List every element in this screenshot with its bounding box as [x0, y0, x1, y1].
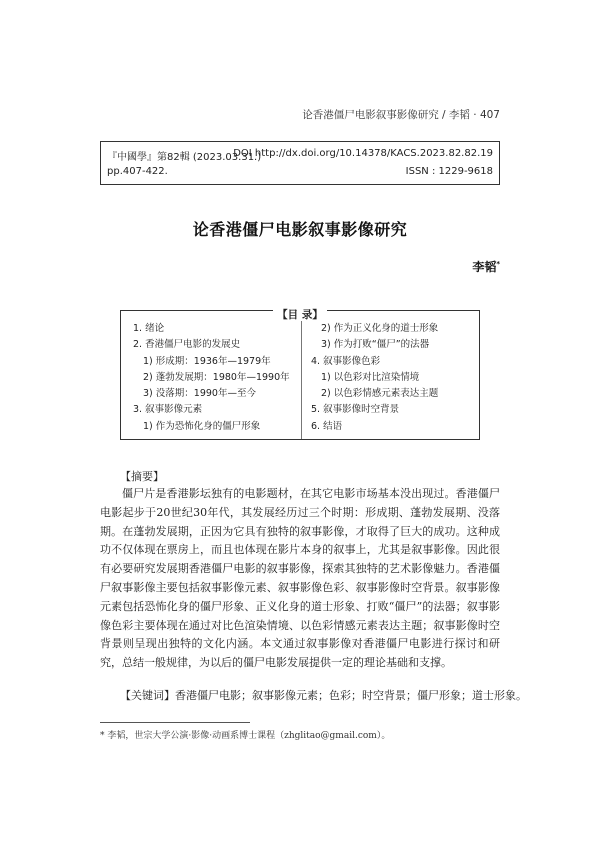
toc-item: 3. 叙事影像元素 [133, 404, 203, 416]
toc-item: 4. 叙事影像色彩 [311, 355, 381, 367]
toc-item: 3) 作为打败“僵尸”的法器 [321, 339, 430, 351]
author-name: 李韬 [472, 260, 497, 274]
author-footnote-mark: * [496, 260, 500, 268]
doi-link[interactable]: DOI http://dx.doi.org/10.14378/KACS.2023.82.82.19 [233, 148, 493, 159]
toc-heading-wrap [121, 303, 479, 322]
abstract-label: 【摘要】 [120, 470, 164, 483]
toc-item: 2. 香港僵尸电影的发展史 [133, 339, 241, 351]
table-of-contents [120, 310, 480, 440]
journal-issue: 『中國學』第82輯 (2023.03.31.) [107, 152, 262, 163]
abstract-text: 僵尸片是香港影坛独有的电影题材，在其它电影市场基本没出现过。香港僵尸电影起步于20世纪30年代，其发展经历过三个时期：形成期、蓬勃发展期、没落期。在蓬勃发展期，正因为它具有独特的叙事影像，才取得了巨大的成功。这种成功不仅体现在票房上，而且也体现在影片本身的叙事上，尤其是叙事影像。因此很有必要研究发展期香港僵尸电影的叙事影像，探索其独特的艺术影像魅力。香港僵尸叙事影像主要包括叙事影像元素、叙事影像色彩、叙事影像时空背景。叙事影像元素包括恐怖化身的僵尸形象、正义化身的道士形象、打败“僵尸”的法器；叙事影像色彩主要体现在通过对比色渲染情境、以色彩情感元素表达主题；叙事影像时空背景则呈现出独特的文化内涵。本文通过叙事影像对香港僵尸电影进行探讨和研究，总结一般规律，为以后的僵尸电影发展提供一定的理论基础和支撑。 [100, 487, 500, 670]
toc-item: 2) 以色彩情感元素表达主题 [321, 388, 439, 400]
toc-item: 1) 作为恐怖化身的僵尸形象 [143, 420, 261, 432]
keywords: 【关键词】香港僵尸电影；叙事影像元素；色彩；时空背景；僵尸形象；道士形象。 [120, 689, 527, 702]
toc-item: 3) 没落期：1990年—至今 [143, 388, 256, 400]
page-range: pp.407-422. [107, 166, 168, 177]
toc-right-column [311, 321, 438, 435]
toc-item: 1) 以色彩对比渲染情境 [321, 371, 420, 383]
toc-item: 2) 作为正义化身的道士形象 [321, 323, 439, 334]
toc-item: 1) 形成期：1936年—1979年 [143, 355, 271, 367]
issn: ISSN : 1229-9618 [405, 166, 493, 177]
toc-item: 2) 蓬勃发展期：1980年—1990年 [143, 371, 290, 383]
author [472, 258, 500, 275]
toc-column-divider [301, 321, 302, 439]
toc-heading: 【目 录】 [273, 309, 327, 321]
running-head: 论香港僵尸电影叙事影像研究 / 李韬 · 407 [302, 109, 500, 121]
author-footnote: * 李韬，世宗大学公演·影像·动画系博士课程（zhglitao@gmail.com）。 [100, 731, 391, 741]
paper-title: 论香港僵尸电影叙事影像研究 [192, 220, 408, 239]
toc-item: 5. 叙事影像时空背景 [311, 404, 400, 416]
footnote-rule [100, 722, 250, 723]
toc-item: 6. 结语 [311, 420, 343, 432]
toc-item: 1. 绪论 [133, 323, 165, 334]
publication-info-box [100, 141, 500, 185]
toc-left-column [133, 321, 290, 435]
